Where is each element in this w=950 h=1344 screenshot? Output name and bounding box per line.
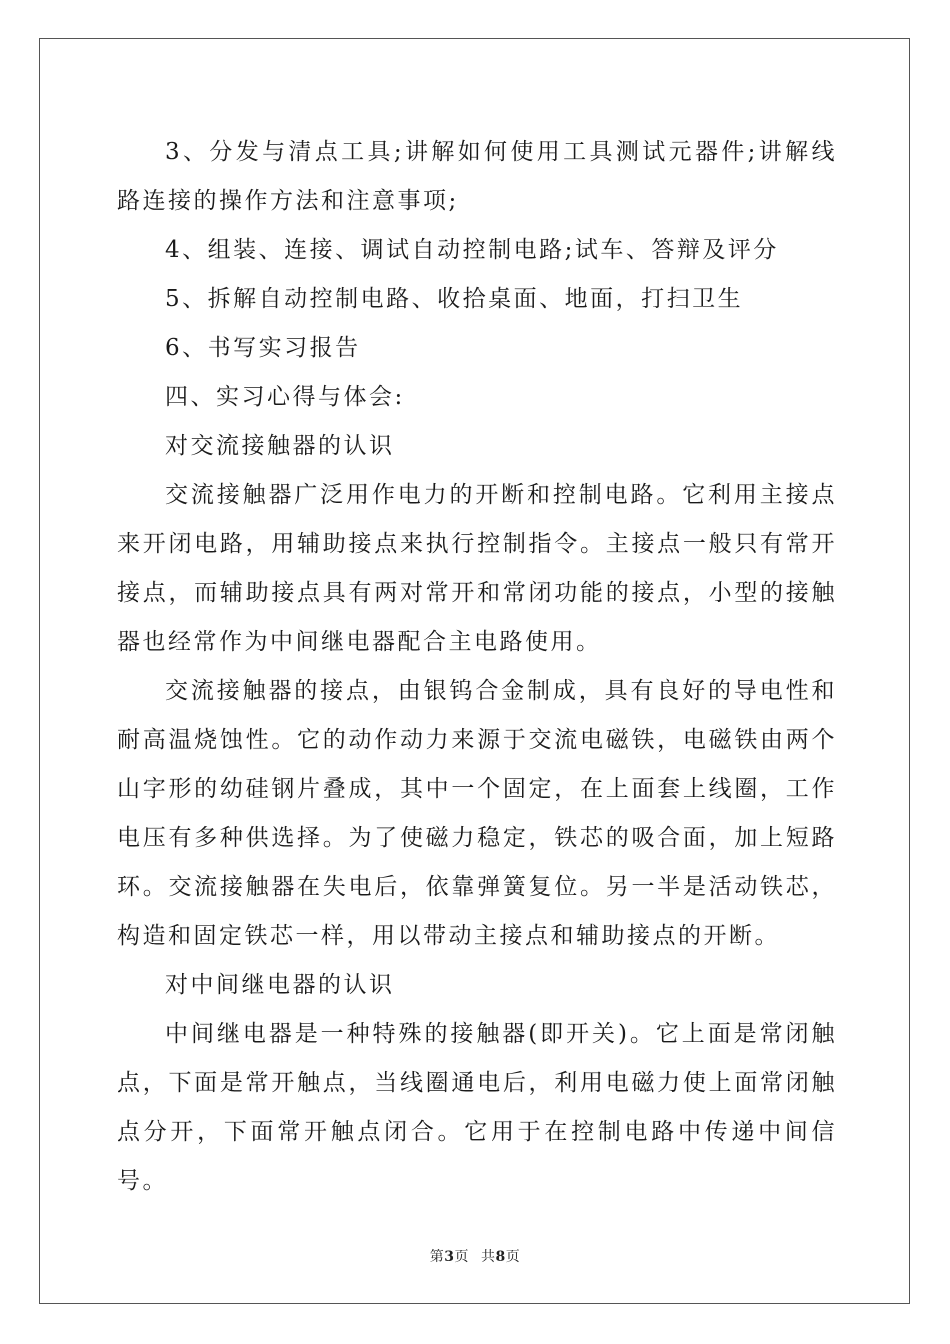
footer-page-prefix: 第 xyxy=(429,1249,445,1265)
paragraph-step-4: 4、组装、连接、调试自动控制电路;试车、答辩及评分 xyxy=(165,237,779,263)
subheading-intermediate-relay: 对中间继电器的认识 xyxy=(165,972,395,998)
paragraph-ac-contactor-contacts: 交流接触器的接点，由银钨合金制成，具有良好的导电性和耐高温烧蚀性。它的动作动力来源于交流电磁铁，电磁铁由两个山字形的幼硅钢片叠成，其中一个固定，在上面套上线圈，工作电压有多种供选择。为了使磁力稳定，铁芯的吸合面，加上短路环。交流接触器在失电后，依靠弹簧复位。另一半是活动铁芯，构造和固定铁芯一样，用以带动主接点和辅助接点的开断。 xyxy=(117,678,837,949)
footer-total-suffix: 页 xyxy=(505,1249,521,1265)
subheading-ac-contactor: 对交流接触器的认识 xyxy=(165,433,395,459)
document-body xyxy=(117,128,837,1206)
page-footer xyxy=(0,1246,950,1266)
footer-total-prefix: 共 xyxy=(481,1249,496,1265)
footer-page-suffix: 页 xyxy=(454,1249,469,1265)
paragraph-ac-contactor-usage: 交流接触器广泛用作电力的开断和控制电路。它利用主接点来开闭电路，用辅助接点来执行控制指令。主接点一般只有常开接点，而辅助接点具有两对常开和常闭功能的接点，小型的接触器也经常作为中间继电器配合主电路使用。 xyxy=(117,482,837,655)
section-heading-experience: 四、实习心得与体会: xyxy=(165,384,405,410)
footer-total-pages: 8 xyxy=(495,1249,506,1265)
paragraph-step-3: 3、分发与清点工具;讲解如何使用工具测试元器件;讲解线路连接的操作方法和注意事项; xyxy=(117,139,837,214)
paragraph-intermediate-relay: 中间继电器是一种特殊的接触器(即开关)。它上面是常闭触点，下面是常开触点，当线圈通电后，利用电磁力使上面常闭触点分开，下面常开触点闭合。它用于在控制电路中传递中间信号。 xyxy=(117,1021,837,1194)
paragraph-step-5: 5、拆解自动控制电路、收拾桌面、地面，打扫卫生 xyxy=(165,286,744,312)
paragraph-step-6: 6、书写实习报告 xyxy=(165,335,361,361)
footer-page-number: 3 xyxy=(444,1249,455,1265)
